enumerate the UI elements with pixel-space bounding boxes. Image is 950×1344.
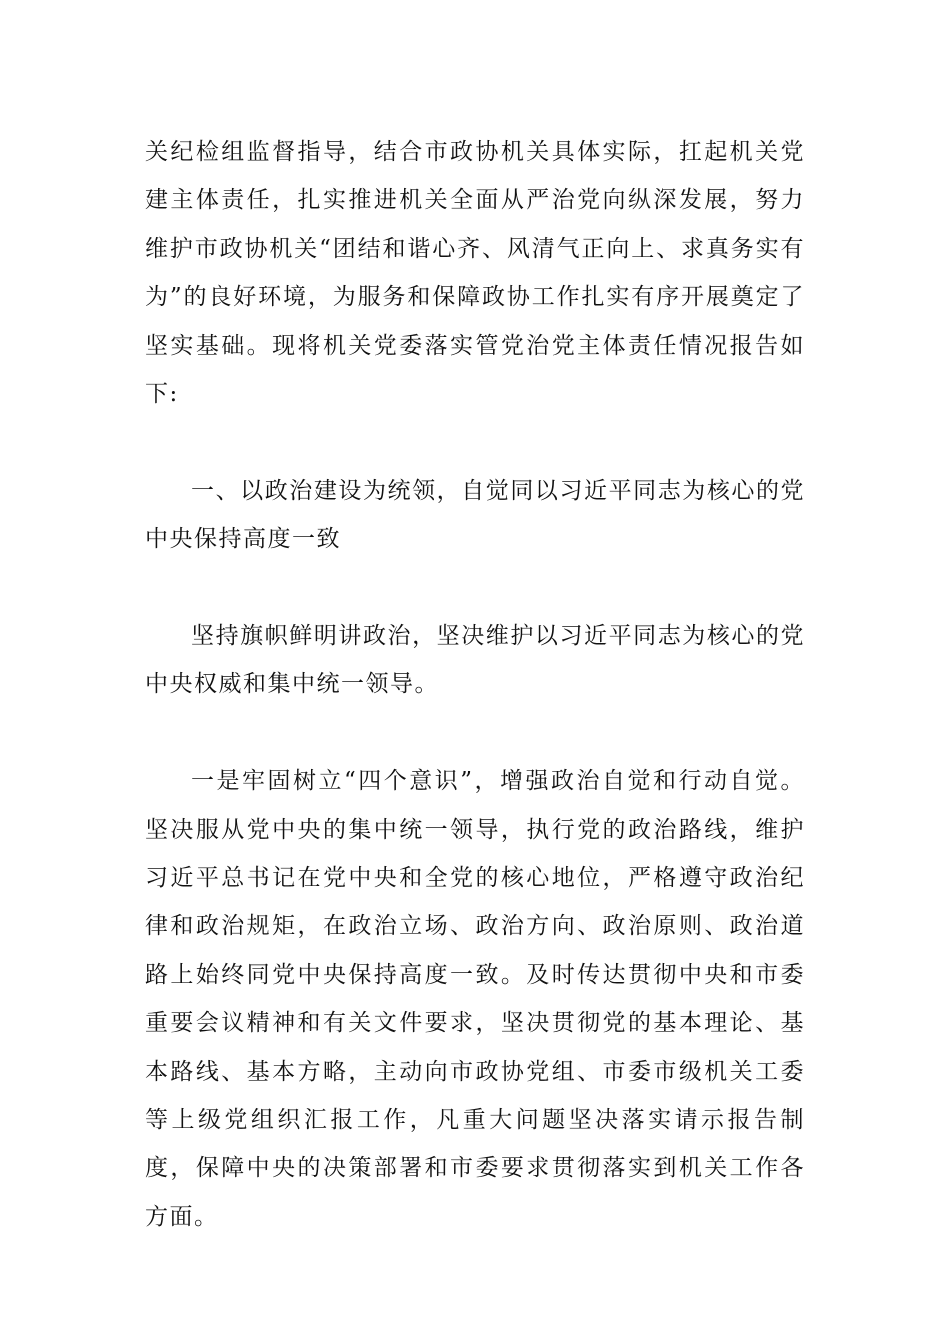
paragraph-spacer	[145, 709, 805, 757]
paragraph-spacer	[145, 564, 805, 612]
paragraph-summary: 坚持旗帜鲜明讲政治，坚决维护以习近平同志为核心的党中央权威和集中统一领导。	[145, 623, 805, 698]
paragraph-spacer	[145, 418, 805, 466]
paragraph-intro: 关纪检组监督指导，结合市政协机关具体实际，扛起机关党建主体责任，扎实推进机关全面从严治党向纵深发展，努力维护市政协机关“团结和谐心齐、风清气正向上、求真务实有为”的良好环境，为服务和保障政协工作扎实有序开展奠定了坚实基础。现将机关党委落实管党治党主体责任情况报告如下:	[145, 139, 805, 408]
document-body	[145, 128, 805, 1241]
paragraph-point-one: 一是牢固树立“四个意识”，增强政治自觉和行动自觉。坚决服从党中央的集中统一领导，执行党的政治路线，维护习近平总书记在党中央和全党的核心地位，严格遵守政治纪律和政治规矩，在政治立场、政治方向、政治原则、政治道路上始终同党中央保持高度一致。及时传达贯彻中央和市委重要会议精神和有关文件要求，坚决贯彻党的基本理论、基本路线、基本方略，主动向市政协党组、市委市级机关工委等上级党组织汇报工作，凡重大问题坚决落实请示报告制度，保障中央的决策部署和市委要求贯彻落实到机关工作各方面。	[145, 768, 805, 1230]
section-heading: 一、以政治建设为统领，自觉同以习近平同志为核心的党中央保持高度一致	[145, 477, 805, 553]
